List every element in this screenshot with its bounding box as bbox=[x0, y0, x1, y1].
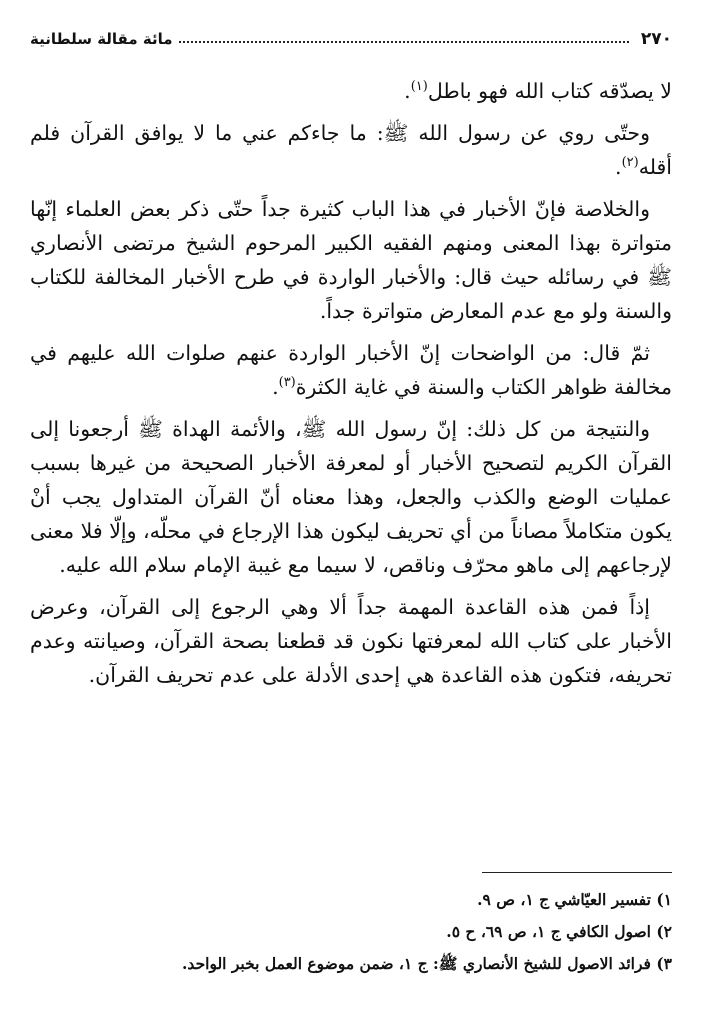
footnote-1: ١) تفسير العيّاشي ج ١، ص ٩. bbox=[477, 890, 672, 909]
footnote-separator bbox=[482, 872, 672, 873]
paragraph: ثمّ قال: من الواضحات إنّ الأخبار الواردة عنهم صلوات الله عليهم في مخالفة ظواهر الكتاب والسنة في غاية الكثرة$^{(٣)}$. bbox=[30, 341, 672, 399]
footnotes bbox=[30, 884, 672, 980]
header-leader-dots bbox=[179, 41, 629, 43]
paragraph: وحتّى روي عن رسول الله ﷺ: ما جاءكم عني ما لا يوافق القرآن فلم أقله$^{(٢)}$. bbox=[30, 121, 672, 179]
body-text bbox=[30, 74, 672, 700]
paragraph: لا يصدّقه كتاب الله فهو باطل$^{(١)}$. bbox=[404, 79, 672, 103]
paragraph: والنتيجة من كل ذلك: إنّ رسول الله ﷺ، والأئمة الهداة ﷺ أرجعونا إلى القرآن الكريم لتصحيح الأخبار أو لمعرفة الأخبار الصحيحة من غيرها بسبب عمليات الوضع والكذب والجعل، وهذا معناه أنّ القرآن المتداول يجب أنْ يكون متكاملاً مصاناً من أي تحريف ليكون هذا الإرجاع في محلّه، وإلّا فلا معنى لإرجاعهم إلى ماهو محرّف وناقص، لا سيما مع غيبة الإمام سلام الله عليه. bbox=[30, 417, 672, 577]
footnote-marker: (٢) bbox=[621, 155, 639, 171]
document-page bbox=[30, 24, 672, 1014]
footnote-2: ٢) اصول الكافي ج ١، ص ٦٩، ح ٥. bbox=[446, 922, 672, 941]
paragraph: والخلاصة فإنّ الأخبار في هذا الباب كثيرة جداً حتّى ذكر بعض العلماء إنّها متواترة بهذا المعنى ومنهم الفقيه الكبير المرحوم الشيخ مرتضى الأنصاري ﷺ في رسائله حيث قال: والأخبار الواردة في طرح الأخبار المخالفة للكتاب والسنة ولو مع عدم المعارض متواترة جداً. bbox=[30, 197, 672, 323]
book-title: مائة مقالة سلطانية bbox=[30, 30, 173, 48]
paragraph: إذاً فمن هذه القاعدة المهمة جداً ألا وهي الرجوع إلى القرآن، وعرض الأخبار على كتاب الله لمعرفتها نكون قد قطعنا بصحة القرآن، وصيانته وعدم تحريفه، فتكون هذه القاعدة هي إحدى الأدلة على عدم تحريف القرآن. bbox=[30, 595, 672, 687]
footnote-3: ٣) فرائد الاصول للشيخ الأنصاري ﷺ: ج ١، ضمن موضوع العمل بخبر الواحد. bbox=[182, 954, 672, 973]
running-header bbox=[30, 24, 672, 54]
footnote-marker: (٣) bbox=[278, 375, 296, 391]
footnote-marker: (١) bbox=[410, 79, 428, 95]
page-number: ٢٧٠ bbox=[640, 29, 672, 49]
